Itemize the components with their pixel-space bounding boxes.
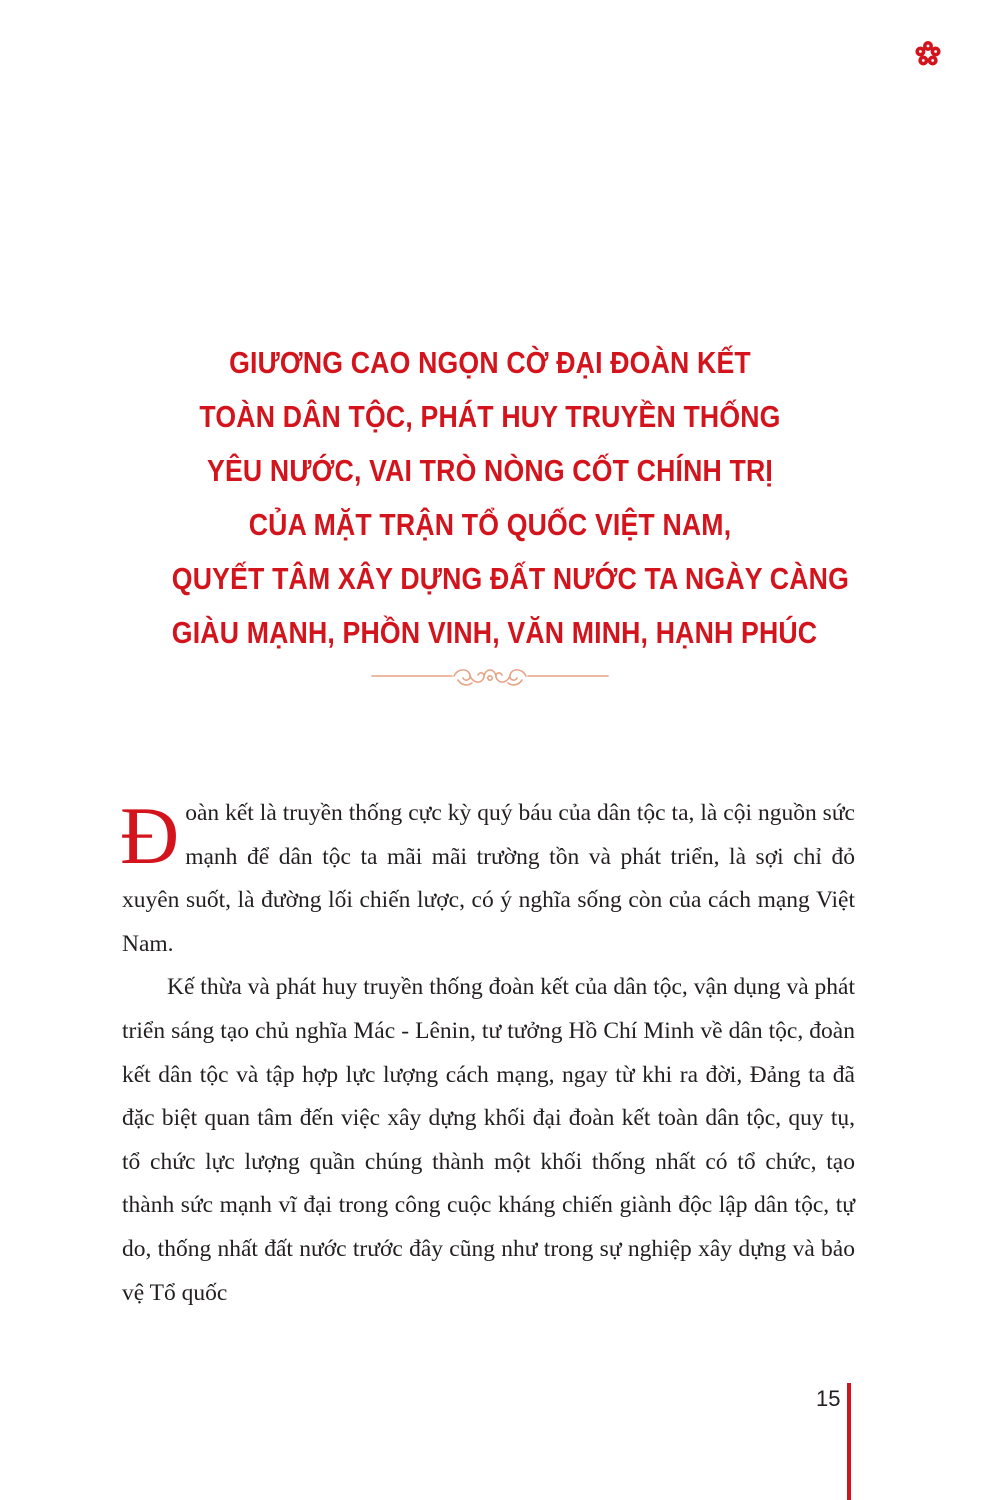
- chapter-title-line: YÊU NƯỚC, VAI TRÒ NÒNG CỐT CHÍNH TRỊ: [207, 453, 773, 488]
- chapter-title-line: GIƯƠNG CAO NGỌN CỜ ĐẠI ĐOÀN KẾT: [229, 345, 751, 380]
- chapter-title: [171, 336, 849, 660]
- page-edge-bar: [847, 1383, 851, 1500]
- chapter-title-line: CỦA MẶT TRẬN TỔ QUỐC VIỆT NAM,: [248, 507, 732, 542]
- page-number: 15: [816, 1386, 841, 1411]
- scroll-ornament-icon: [370, 656, 610, 696]
- paragraph: [122, 792, 855, 966]
- chapter-title-line: GIÀU MẠNH, PHỒN VINH, VĂN MINH, HẠNH PHÚC: [171, 615, 818, 650]
- paragraph: Kế thừa và phát huy truyền thống đoàn kết của dân tộc, vận dụng và phát triển sáng tạo chủ nghĩa Mác - Lênin, tư tưởng Hồ Chí Minh về dân tộc, đoàn kết dân tộc và tập hợp lực lượng cách mạng, ngay từ khi ra đời, Đảng ta đã đặc biệt quan tâm đến việc xây dựng khối đại đoàn kết toàn dân tộc, quy tụ, tổ chức lực lượng quần chúng thành một khối thống nhất có tổ chức, tạo thành sức mạnh vĩ đại trong công cuộc kháng chiến giành độc lập dân tộc, tự do, thống nhất đất nước trước đây cũng như trong sự nghiệp xây dựng và bảo vệ Tổ quốc: [122, 974, 855, 1306]
- paragraph-text: oàn kết là truyền thống cực kỳ quý báu của dân tộc ta, là cội nguồn sức mạnh để dân tộc ta mãi mãi trường tồn và phát triển, là sợi chỉ đỏ xuyên suốt, là đường lối chiến lược, có ý nghĩa sống còn của cách mạng Việt Nam.: [122, 800, 855, 957]
- drop-cap: Đ: [120, 790, 180, 881]
- chapter-title-line: TOÀN DÂN TỘC, PHÁT HUY TRUYỀN THỐNG: [199, 399, 781, 434]
- red-flower-icon: [913, 39, 943, 69]
- body-text: [122, 792, 855, 1315]
- chapter-title-line: QUYẾT TÂM XÂY DỰNG ĐẤT NƯỚC TA NGÀY CÀNG: [171, 561, 849, 596]
